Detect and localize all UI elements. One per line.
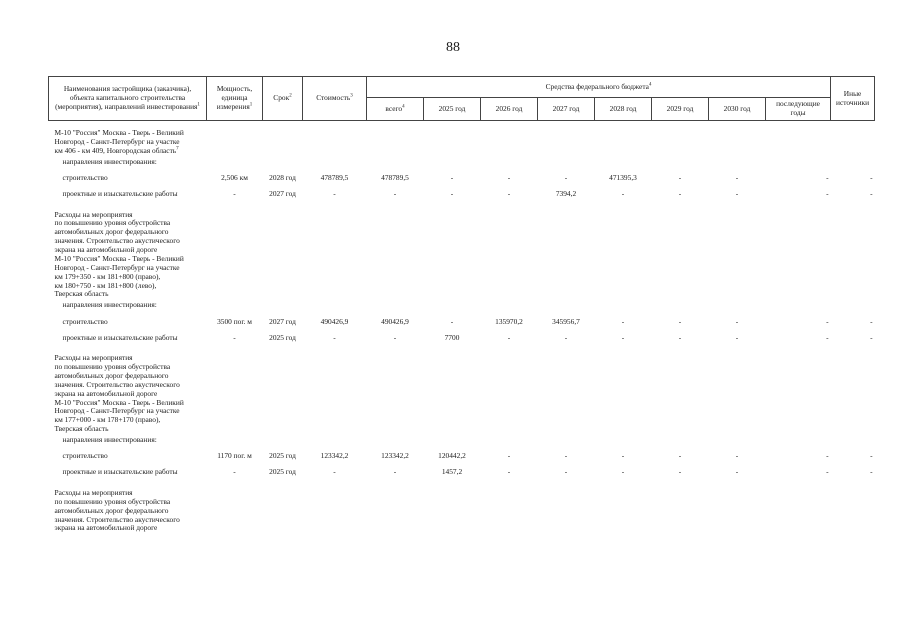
- cell-term: 2025 год: [269, 451, 296, 461]
- project-title: [49, 346, 207, 434]
- header-year-2025: 2025 год: [424, 98, 481, 121]
- cell-capacity: -: [233, 467, 236, 477]
- cell-y2030: -: [735, 451, 739, 461]
- cell-y2025: -: [450, 189, 454, 199]
- project-title-line: Новгород - Санкт-Петербург на участке: [54, 406, 180, 416]
- project-title-line: Новгород - Санкт-Петербург на участке: [54, 262, 180, 272]
- directions-row: [49, 156, 875, 171]
- header-total-col: всего$^4$: [367, 98, 424, 121]
- cell-later: -: [826, 316, 829, 326]
- project-title-line: по повышению уровня обустройства: [54, 496, 171, 506]
- table-row: [49, 187, 875, 203]
- project-title-line: экрана на автомобильной дороге: [54, 245, 158, 254]
- cell-y2029: -: [678, 173, 682, 183]
- row-label: строительство: [62, 173, 108, 183]
- cell-y2025: 7700: [444, 332, 460, 342]
- project-title-line: км 177+000 - км 178+170 (право),: [54, 415, 161, 425]
- cell-total: -: [393, 189, 397, 199]
- cell-y2026: -: [507, 451, 511, 461]
- cell-cost: -: [333, 332, 336, 342]
- project-title-line: значения. Строительство акустического: [54, 236, 180, 246]
- cell-cost: 490426,9: [320, 316, 349, 326]
- cell-y2026: 135970,2: [495, 316, 523, 326]
- cell-cost: -: [333, 189, 336, 199]
- header-capacity-col: Мощность, единица измерения$^1$: [207, 77, 263, 121]
- cell-capacity: 2,506 км: [221, 173, 248, 183]
- row-label: строительство: [62, 451, 108, 461]
- header-later-years: последующие годы: [766, 98, 831, 121]
- cell-other: -: [870, 332, 873, 342]
- project-title: [49, 481, 207, 533]
- project-title-line: М-10 "Россия" Москва - Тверь - Великий: [54, 128, 184, 137]
- project-title-line: Тверская область: [54, 289, 109, 299]
- cell-y2027: -: [564, 173, 568, 183]
- table-row: [49, 330, 875, 346]
- cell-term: 2028 год: [269, 173, 296, 183]
- cell-later: -: [826, 332, 829, 342]
- cell-y2027: -: [564, 451, 568, 461]
- table-body: [49, 121, 875, 534]
- project-title-row: [49, 481, 875, 533]
- table-header: [49, 77, 875, 121]
- cell-term: 2027 год: [269, 189, 296, 199]
- cell-y2029: -: [678, 467, 682, 477]
- cell-total: 123342,2: [381, 451, 409, 461]
- row-label: проектные и изыскательские работы: [62, 467, 178, 477]
- cell-later: -: [826, 451, 829, 461]
- project-title: [49, 121, 207, 156]
- footnote-marker: 7: [176, 146, 179, 152]
- row-label: строительство: [62, 316, 108, 326]
- cell-y2028: -: [621, 451, 625, 461]
- cell-y2028: -: [621, 332, 625, 342]
- cell-cost: -: [333, 467, 336, 477]
- cell-capacity: -: [233, 332, 236, 342]
- cell-capacity: 3500 пог. м: [217, 316, 252, 326]
- header-year-2026: 2026 год: [481, 98, 538, 121]
- header-year-2030: 2030 год: [709, 98, 766, 121]
- project-title-line: значения. Строительство акустического: [54, 514, 180, 524]
- investment-table: [48, 76, 875, 533]
- row-label: проектные и изыскательские работы: [62, 189, 178, 199]
- cell-other: -: [870, 316, 873, 326]
- cell-y2028: -: [621, 316, 625, 326]
- project-title-line: Расходы на мероприятия: [54, 209, 133, 219]
- cell-y2029: -: [678, 189, 682, 199]
- header-term-col: Срок$^2$: [263, 77, 303, 121]
- directions-label: направления инвестирования:: [62, 156, 157, 166]
- cell-y2030: -: [735, 316, 739, 326]
- project-title-row: [49, 346, 875, 434]
- header-year-2028: 2028 год: [595, 98, 652, 121]
- cell-total: 490426,9: [381, 316, 409, 326]
- cell-y2027: 7394,2: [555, 189, 577, 199]
- project-title-line: км 406 - км 409, Новгородская область$^7$: [54, 145, 179, 155]
- cell-y2026: -: [507, 173, 511, 183]
- project-title-line: км 180+750 - км 181+800 (лево),: [54, 280, 157, 290]
- directions-label: направления инвестирования:: [62, 300, 157, 310]
- cell-y2030: -: [735, 189, 739, 199]
- cell-term: 2027 год: [269, 316, 296, 326]
- project-title-line: экрана на автомобильной дороге: [54, 523, 158, 533]
- cell-later: -: [826, 189, 829, 199]
- project-title-line: автомобильных дорог федерального: [54, 505, 169, 515]
- header-other-col: Иные источники: [831, 77, 875, 121]
- project-title-row: [49, 203, 875, 300]
- cell-y2028: -: [621, 189, 625, 199]
- header-year-2029: 2029 год: [652, 98, 709, 121]
- cell-total: -: [393, 332, 397, 342]
- cell-y2025: 120442,2: [438, 451, 466, 461]
- cell-other: -: [870, 189, 873, 199]
- cell-y2025: -: [450, 316, 454, 326]
- directions-row: [49, 434, 875, 449]
- project-title-row: [49, 121, 875, 156]
- cell-y2027: 345956,7: [552, 316, 580, 326]
- cell-y2029: -: [678, 316, 682, 326]
- cell-y2027: -: [564, 332, 568, 342]
- header-cost-col: Стоимость$^3$: [303, 77, 367, 121]
- cell-y2026: -: [507, 467, 511, 477]
- project-title-line: по повышению уровня обустройства: [54, 218, 171, 228]
- cell-y2030: -: [735, 467, 739, 477]
- cell-y2025: 1457,2: [441, 467, 463, 477]
- cell-total: -: [393, 467, 397, 477]
- cell-capacity: -: [233, 189, 236, 199]
- cell-y2026: -: [507, 332, 511, 342]
- cell-y2030: -: [735, 332, 739, 342]
- project-title-line: Расходы на мероприятия: [54, 487, 133, 497]
- project-title-line: Новгород - Санкт-Петербург на участке: [54, 136, 180, 146]
- project-title-line: М-10 "Россия" Москва - Тверь - Великий: [54, 253, 184, 263]
- project-title: [49, 203, 207, 300]
- cell-y2028: 471395,3: [609, 173, 637, 183]
- project-title-line: Расходы на мероприятия: [54, 353, 133, 363]
- table-row: [49, 314, 875, 330]
- project-title-line: автомобильных дорог федерального: [54, 370, 169, 380]
- project-title-line: экрана на автомобильной дороге: [54, 388, 158, 398]
- cell-other: -: [870, 467, 873, 477]
- cell-y2029: -: [678, 332, 682, 342]
- cell-y2028: -: [621, 467, 625, 477]
- cell-total: 478789,5: [381, 173, 409, 183]
- row-label: проектные и изыскательские работы: [62, 332, 178, 342]
- project-title-line: по повышению уровня обустройства: [54, 362, 171, 371]
- cell-later: -: [826, 467, 829, 477]
- project-title-line: Тверская область: [54, 424, 109, 434]
- header-name-col: Наименования застройщика (заказчика), объекта капитального строительства (мероприятия), направлений инвестирования$^1$: [49, 77, 207, 121]
- cell-term: 2025 год: [269, 467, 296, 477]
- directions-row: [49, 299, 875, 314]
- table-row: [49, 449, 875, 465]
- header-federal-group: Средства федерального бюджета$^4$: [367, 77, 831, 98]
- cell-y2026: -: [507, 189, 511, 199]
- cell-cost: 478789,5: [320, 173, 349, 183]
- project-title-line: значения. Строительство акустического: [54, 379, 180, 389]
- project-title-line: автомобильных дорог федерального: [54, 227, 169, 237]
- cell-y2030: -: [735, 173, 739, 183]
- cell-later: -: [826, 173, 829, 183]
- table-row: [49, 465, 875, 481]
- project-title-line: км 179+350 - км 181+800 (право),: [54, 271, 161, 281]
- project-title-line: М-10 "Россия" Москва - Тверь - Великий: [54, 397, 184, 407]
- cell-y2029: -: [678, 451, 682, 461]
- header-year-2027: 2027 год: [538, 98, 595, 121]
- cell-capacity: 1170 пог. м: [217, 451, 252, 461]
- cell-term: 2025 год: [269, 332, 296, 342]
- table-row: [49, 171, 875, 187]
- cell-other: -: [870, 173, 873, 183]
- cell-other: -: [870, 451, 873, 461]
- directions-label: направления инвестирования:: [62, 435, 157, 444]
- cell-cost: 123342,2: [320, 451, 349, 461]
- page-number: 88: [446, 40, 460, 55]
- cell-y2027: -: [564, 467, 568, 477]
- cell-y2025: -: [450, 173, 454, 183]
